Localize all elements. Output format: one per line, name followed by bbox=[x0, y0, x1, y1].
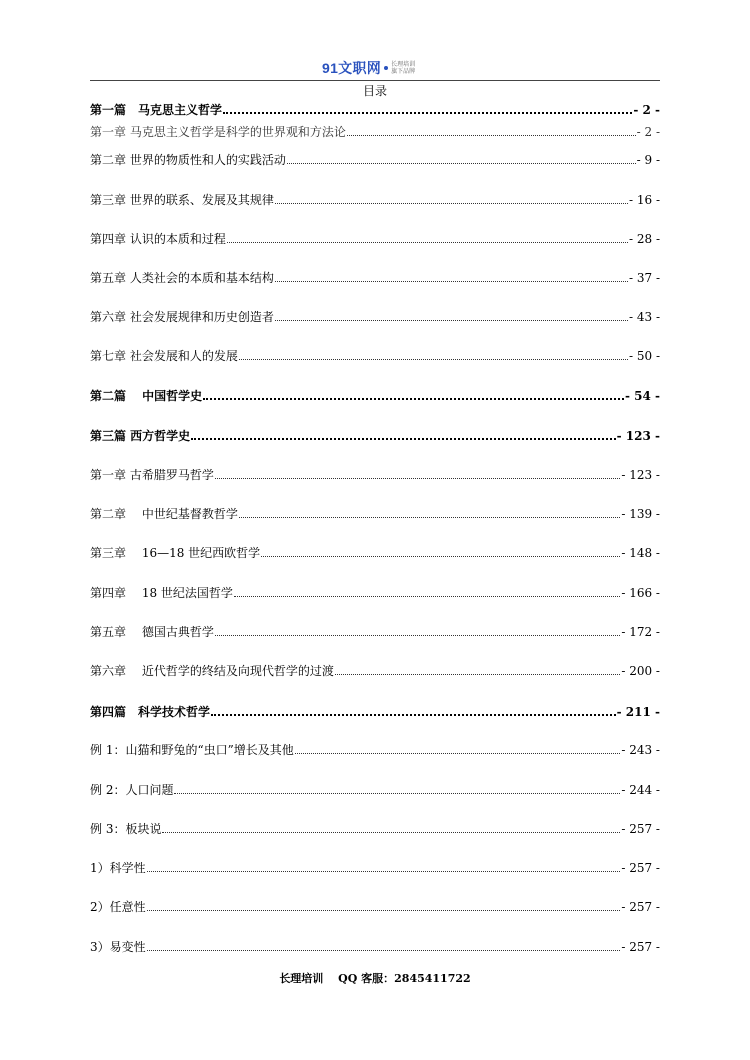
toc-entry-page: - 9 - bbox=[636, 153, 660, 167]
toc-entry-page: - 50 - bbox=[628, 349, 660, 363]
toc-entry[interactable] bbox=[90, 190, 660, 208]
toc-entry-label: 第六章 社会发展规律和历史创造者 bbox=[90, 310, 274, 324]
toc-entry-page: - 28 - bbox=[628, 232, 660, 246]
toc-dot-leader bbox=[335, 674, 621, 675]
page-header bbox=[90, 54, 660, 81]
toc-title: 目录 bbox=[362, 84, 387, 98]
toc-dot-leader bbox=[239, 359, 628, 360]
toc-dot-leader bbox=[275, 203, 628, 204]
logo-subtitle-line-1: 长理培训 bbox=[391, 61, 416, 68]
toc-entry-page: - 123 - bbox=[616, 429, 660, 443]
toc-entry-label: 第二篇 中国哲学史 bbox=[90, 389, 203, 403]
toc-entry[interactable] bbox=[90, 229, 660, 247]
toc-entry[interactable] bbox=[90, 819, 660, 837]
toc-entry-label: 第七章 社会发展和人的发展 bbox=[90, 349, 238, 363]
toc-entry-page: - 37 - bbox=[628, 271, 660, 285]
toc-entry-page: - 244 - bbox=[621, 783, 660, 797]
toc-dot-leader bbox=[347, 135, 636, 136]
toc-entry[interactable] bbox=[90, 583, 660, 601]
logo-dot-icon bbox=[384, 66, 388, 70]
toc-entry-label: 第一章 古希腊罗马哲学 bbox=[90, 468, 214, 482]
toc-entry[interactable] bbox=[90, 661, 660, 679]
toc-entry[interactable] bbox=[90, 622, 660, 640]
toc-entry-label: 第四篇 科学技术哲学 bbox=[90, 705, 211, 719]
logo-text: 91文职网 bbox=[322, 60, 382, 76]
toc-dot-leader bbox=[215, 635, 621, 636]
toc-entry[interactable] bbox=[90, 268, 660, 286]
toc-entry-label: 第四章 认识的本质和过程 bbox=[90, 232, 226, 246]
toc-dot-leader bbox=[234, 596, 620, 597]
toc-entry-label: 例 3：板块说 bbox=[90, 822, 162, 836]
toc-entry-label: 第五章 德国古典哲学 bbox=[90, 625, 214, 639]
toc-entry-page: - 257 - bbox=[621, 940, 660, 954]
toc-entry-page: - 2 - bbox=[633, 103, 660, 117]
toc-dot-leader bbox=[275, 320, 628, 321]
toc-entry-page: - 257 - bbox=[621, 822, 660, 836]
toc-entry-page: - 243 - bbox=[621, 743, 660, 757]
toc-dot-leader bbox=[147, 950, 621, 951]
toc-entry-label: 第二章 中世纪基督教哲学 bbox=[90, 507, 238, 521]
toc-entry-label: 2）任意性 bbox=[90, 900, 146, 914]
toc-entry[interactable] bbox=[90, 504, 660, 522]
toc-entry-label: 第三章 世界的联系、发展及其规律 bbox=[90, 193, 274, 207]
toc-entry-label: 3）易变性 bbox=[90, 940, 146, 954]
toc-entry-label: 例 2：人口问题 bbox=[90, 783, 174, 797]
toc-entry[interactable] bbox=[90, 465, 660, 483]
toc-dot-leader bbox=[174, 793, 620, 794]
toc-entry[interactable] bbox=[90, 937, 660, 955]
toc-dot-leader bbox=[275, 281, 628, 282]
toc-entry[interactable] bbox=[90, 897, 660, 915]
toc-dot-leader bbox=[227, 242, 628, 243]
toc-entry-page: - 166 - bbox=[621, 586, 660, 600]
toc-dot-leader bbox=[239, 517, 621, 518]
toc-entry[interactable] bbox=[90, 426, 660, 444]
logo-subtitle bbox=[391, 61, 415, 75]
toc-entry[interactable] bbox=[90, 702, 660, 720]
toc-entry-label: 第一章 马克思主义哲学是科学的世界观和方法论 bbox=[90, 125, 346, 139]
toc-dot-leader bbox=[191, 438, 615, 440]
toc-entry[interactable] bbox=[90, 307, 660, 325]
toc-dot-leader bbox=[147, 910, 621, 911]
toc-entry[interactable] bbox=[90, 100, 660, 118]
toc-dot-leader bbox=[203, 398, 624, 400]
toc-dot-leader bbox=[295, 753, 621, 754]
toc-entry-page: - 200 - bbox=[621, 664, 660, 678]
toc-entry-label: 例 1：山猫和野兔的“虫口”增长及其他 bbox=[90, 743, 294, 757]
toc-entry-page: - 139 - bbox=[621, 507, 660, 521]
toc-entry-page: - 148 - bbox=[621, 546, 660, 560]
toc-entry[interactable] bbox=[90, 858, 660, 876]
toc-entry[interactable] bbox=[90, 543, 660, 561]
toc-entry-label: 第五章 人类社会的本质和基本结构 bbox=[90, 271, 274, 285]
toc-entry[interactable] bbox=[90, 122, 660, 140]
toc-entry[interactable] bbox=[90, 780, 660, 798]
toc-dot-leader bbox=[215, 478, 621, 479]
toc-dot-leader bbox=[162, 832, 620, 833]
toc-dot-leader bbox=[223, 112, 632, 114]
toc-entry-page: - 43 - bbox=[628, 310, 660, 324]
logo-subtitle-line-2: 旗下品牌 bbox=[391, 68, 416, 75]
toc-entry-page: - 257 - bbox=[621, 900, 660, 914]
toc-entry-page: - 54 - bbox=[624, 389, 660, 403]
toc-entry-label: 第四章 18 世纪法国哲学 bbox=[90, 586, 233, 600]
toc-dot-leader bbox=[147, 871, 621, 872]
toc-dot-leader bbox=[287, 163, 636, 164]
toc-entry-page: - 2 - bbox=[636, 125, 660, 139]
toc-entry-label: 第一篇 马克思主义哲学 bbox=[90, 103, 223, 117]
toc-dot-leader bbox=[211, 714, 616, 716]
toc-entry-label: 第二章 世界的物质性和人的实践活动 bbox=[90, 153, 286, 167]
toc-entry-label: 第三篇 西方哲学史 bbox=[90, 429, 191, 443]
toc-entry-page: - 257 - bbox=[621, 861, 660, 875]
toc-entry-page: - 211 - bbox=[616, 705, 660, 719]
toc-entry[interactable] bbox=[90, 386, 660, 404]
toc-entry[interactable] bbox=[90, 346, 660, 364]
page-footer: 长理培训 QQ 客服：2845411722 bbox=[279, 972, 471, 985]
toc-entry-label: 第三章 16—18 世纪西欧哲学 bbox=[90, 546, 261, 560]
toc-entry[interactable] bbox=[90, 740, 660, 758]
site-logo bbox=[322, 58, 415, 78]
toc-entry[interactable] bbox=[90, 150, 660, 168]
toc-entry-page: - 172 - bbox=[621, 625, 660, 639]
toc-entry-label: 1）科学性 bbox=[90, 861, 146, 875]
toc-dot-leader bbox=[261, 556, 620, 557]
toc-entry-page: - 16 - bbox=[628, 193, 660, 207]
toc-entry-label: 第六章 近代哲学的终结及向现代哲学的过渡 bbox=[90, 664, 334, 678]
toc-entry-page: - 123 - bbox=[621, 468, 660, 482]
